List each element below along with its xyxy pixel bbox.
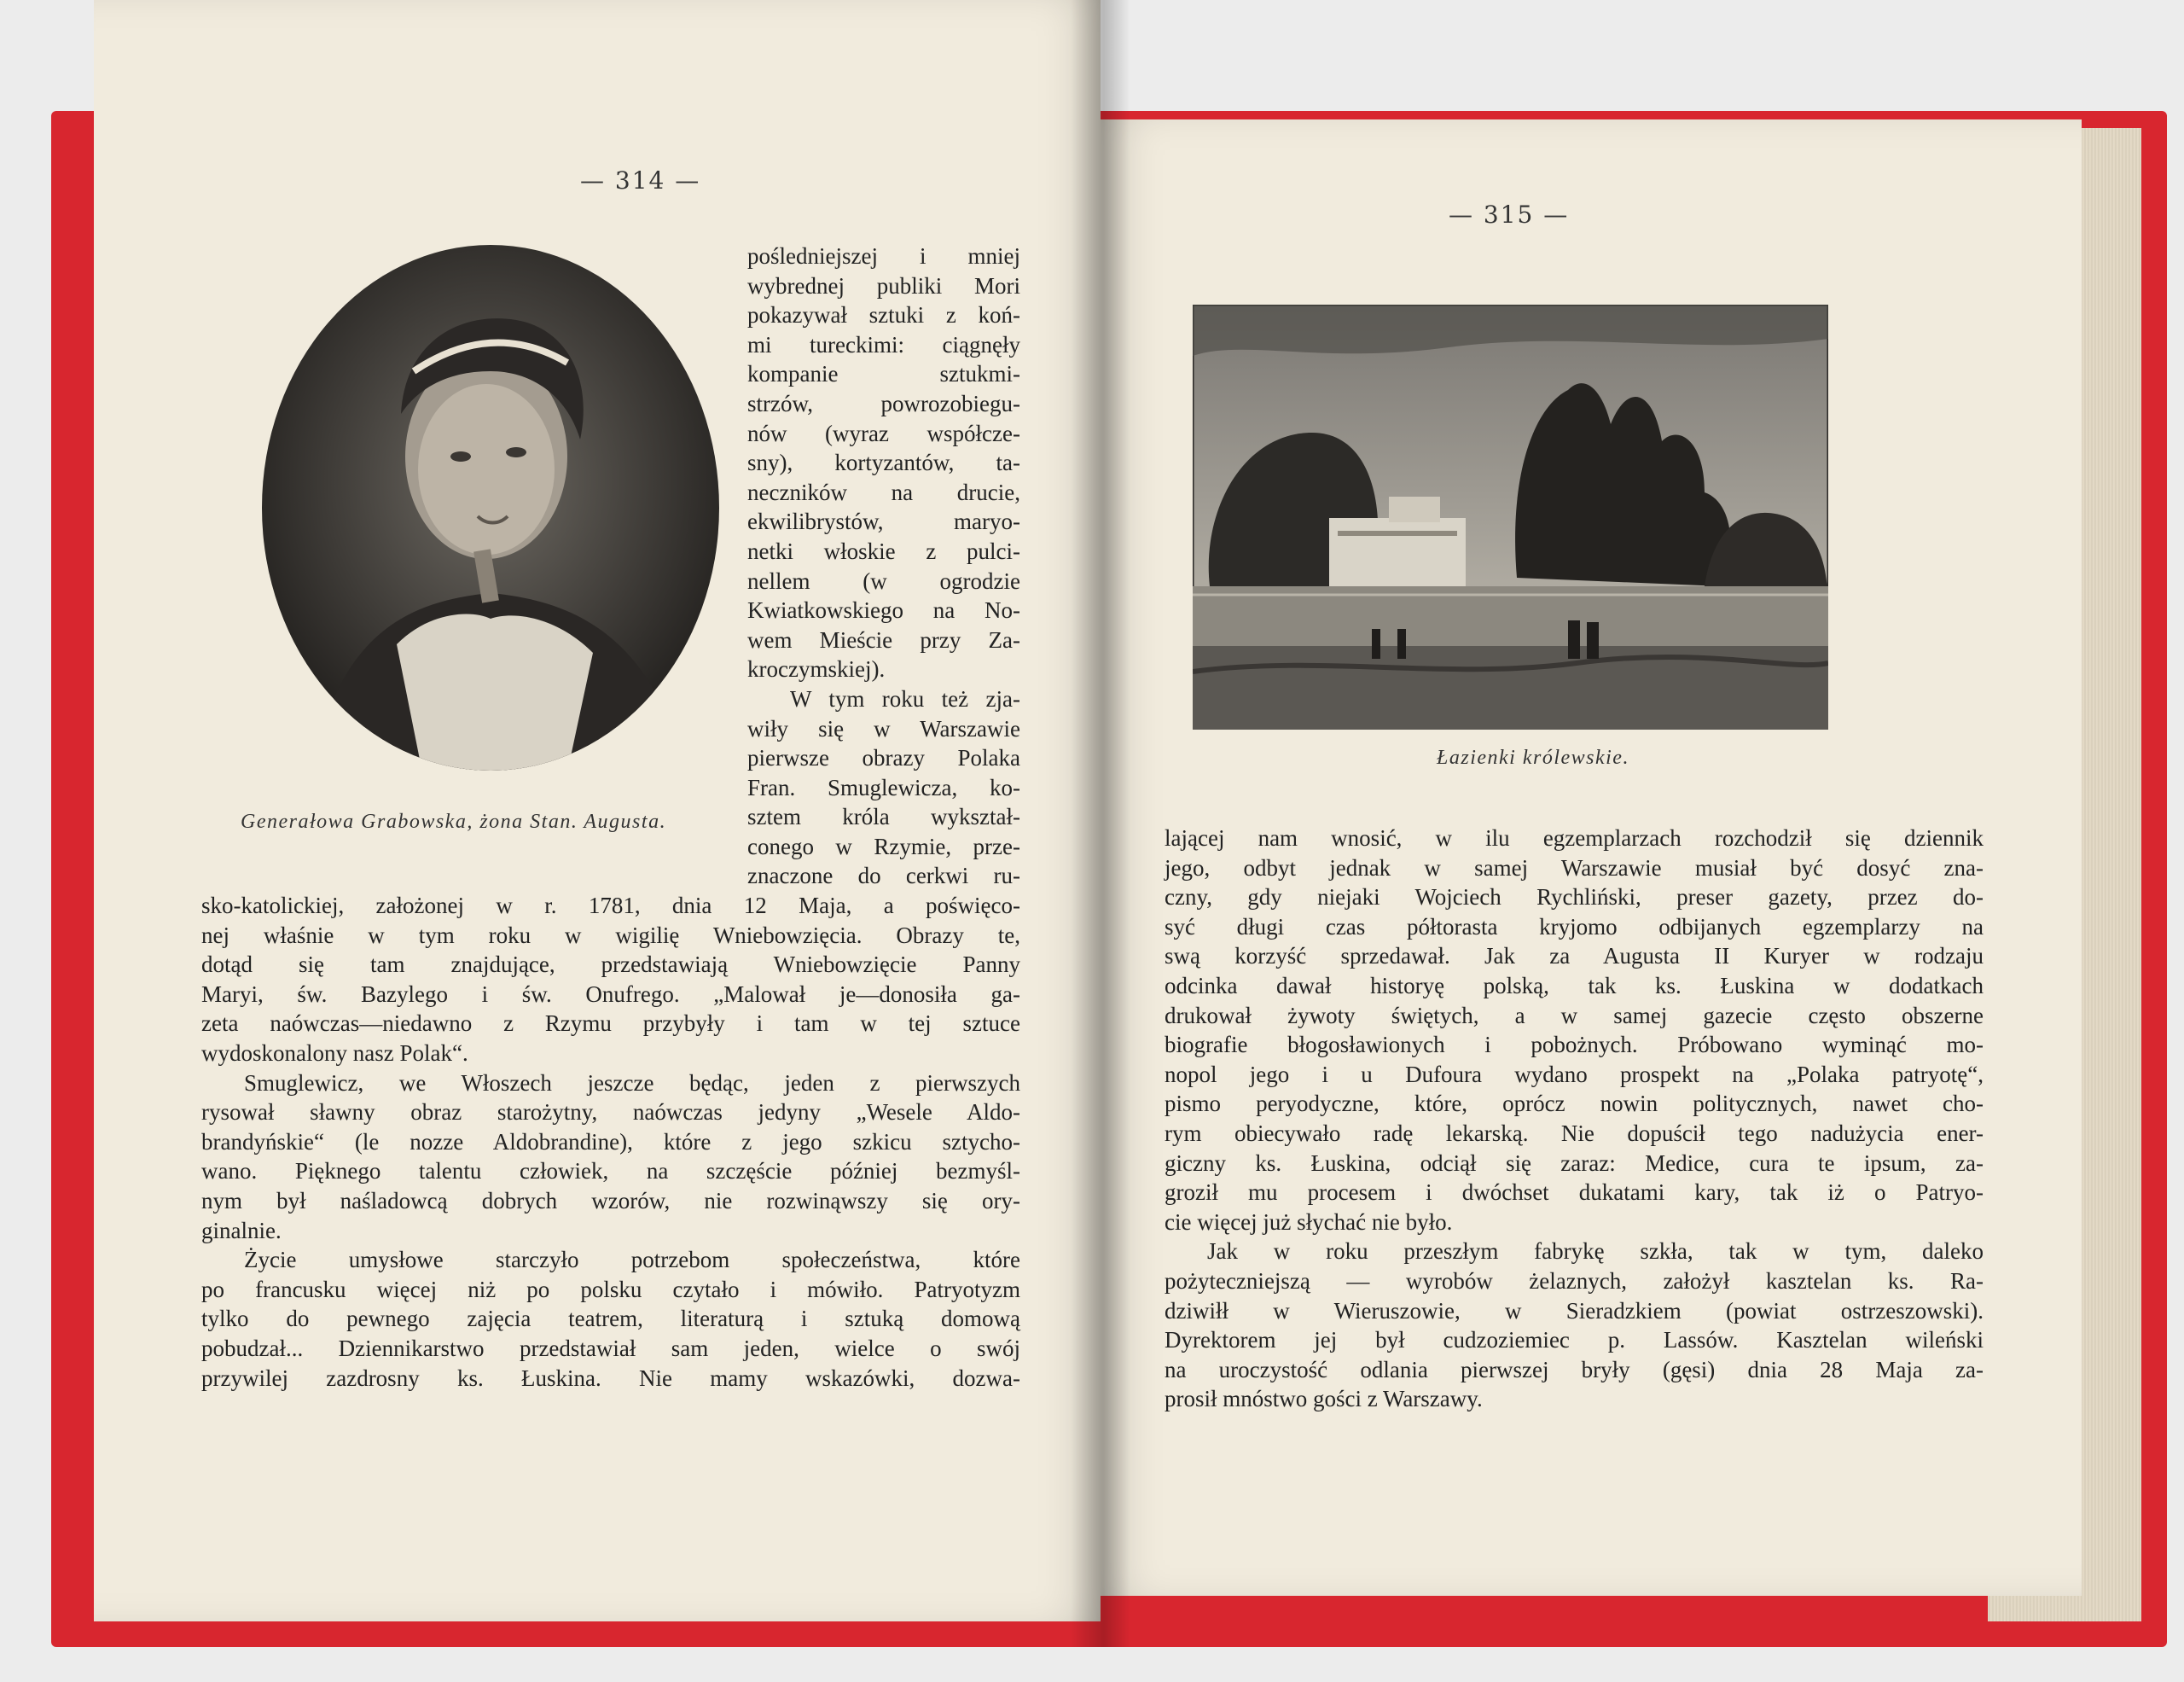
text-line: wydoskonalony nasz Polak“. [201, 1039, 468, 1066]
text-line: mi tureckimi: ciągnęły [747, 331, 1020, 358]
text-line: czny, gdy niejaki Wojciech Rychliński, preser gazety, przez do- [1165, 884, 1984, 911]
text-line: Smuglewicz, we Włoszech jeszcze będąc, jeden z pierwszych [244, 1069, 1020, 1096]
text-line: Dyrektorem jej był cudzoziemiec p. Lassów. Kasztelan wileński [1165, 1327, 1984, 1353]
text-line: wem Mieście przy Za- [747, 626, 1020, 653]
text-line: groził mu procesem i dwóchset dukatami kary, tak iż o Patryo- [1165, 1179, 1984, 1206]
text-line: nopol jego i u Dufoura wydano prospekt na „Polaka patryotę“, [1165, 1061, 1984, 1087]
text-line: przywilej zazdrosny ks. Łuskina. Nie mamy wskazówki, dozwa- [201, 1365, 1020, 1391]
text-line: wiły się w Warszawie [747, 715, 1020, 742]
text-line: sko-katolickiej, założonej w r. 1781, dnia 12 Maja, a poświęco- [201, 893, 1020, 918]
figure-caption: Łazienki królewskie. [1437, 747, 1629, 769]
text-line: neczników na drucie, [747, 479, 1020, 505]
page-number: — 314 — [580, 166, 701, 195]
text-line: Jak w roku przeszłym fabrykę szkła, tak w tym, daleko [1207, 1238, 1984, 1265]
text-line: wano. Pięknego talentu człowiek, na szczęście później bezmyśl- [201, 1158, 1020, 1184]
text-line: brandyńskie“ (le nozze Aldobrandine), które z jego szkicu sztycho- [201, 1128, 1020, 1155]
text-line: netki włoskie z pulci- [747, 538, 1020, 564]
text-line: drukował żywoty świętych, a w samej gazecie często obszerne [1165, 1002, 1984, 1028]
text-line: sztem króla wykształ- [747, 804, 1020, 830]
text-line: Życie umysłowe starczyło potrzebom społeczeństwa, które [244, 1247, 1020, 1273]
text-line: dziwiłł w Wieruszowie, w Sieradzkiem (powiat ostrzeszowski). [1165, 1297, 1984, 1324]
text-line: syć długi czas półtorasta kryjomo odbijanych egzemplarzy na [1165, 913, 1984, 940]
text-line: Fran. Smuglewicza, ko- [747, 774, 1020, 800]
text-line: sny), kortyzantów, ta- [747, 450, 1020, 476]
text-line: znaczone do cerkwi ru- [747, 863, 1020, 889]
text-line: tylko do pewnego zajęcia teatrem, literaturą i sztuką domową [201, 1306, 1020, 1332]
text-line: nym był naśladowcą dobrych wzorów, nie rozwinąwszy się ory- [201, 1187, 1020, 1213]
text-line: Kwiatkowskiego na No- [747, 597, 1020, 624]
text-line: pismo peryodyczne, które, oprócz nowin politycznych, nawet cho- [1165, 1091, 1984, 1117]
text-line: dotąd się tam znajdujące, przedstawiają Wniebowzięcie Panny [201, 952, 1020, 978]
text-line: nellem (w ogrodzie [747, 567, 1020, 594]
text-line: pokazywał sztuki z koń- [747, 302, 1020, 329]
text-line: kroczymskiej). [747, 656, 886, 683]
text-line: zeta naówczas—niedawno z Rzymu przybyły i tam w tej sztuce [201, 1010, 1020, 1037]
text-line: rysował sławny obraz starożytny, naówczas jedyny „Wesele Aldo- [201, 1099, 1020, 1126]
text-line: po francusku więcej niż po polsku czytało i mówiło. Patryotyzm [201, 1276, 1020, 1302]
text-line: swą korzyść sprzedawał. Jak za Augusta II Kuryer w rodzaju [1165, 943, 1984, 969]
text-line: pośledniejszej i mniej [747, 243, 1020, 269]
text-line: pierwsze obrazy Polaka [747, 745, 1020, 771]
text-line: jego, odbyt jednak w samej Warszawie musiał być dosyć zna- [1165, 854, 1984, 881]
text-line: conego w Rzymie, prze- [747, 833, 1020, 859]
text-line: giczny ks. Łuskina, odciął się zaraz: Medice, cura te ipsum, za- [1165, 1149, 1984, 1176]
text-line: wybrednej publiki Mori [747, 272, 1020, 299]
text-line: Maryi, św. Bazylego i św. Onufrego. „Malował je—donosiła ga- [201, 981, 1020, 1007]
text-line: lającej nam wnosić, w ilu egzemplarzach rozchodził się dziennik [1165, 825, 1984, 851]
text-line: ekwilibrystów, maryo- [747, 509, 1020, 535]
text-line: odcinka dawał historyę polską, tak ks. Łuskina w dodatkach [1165, 972, 1984, 998]
text-line: rym obiecywało radę lekarską. Nie dopuścił tego nadużycia ener- [1165, 1120, 1984, 1146]
text-line: nej właśnie w tym roku w wigilię Wniebowzięcia. Obrazy te, [201, 922, 1020, 948]
text-line: pobudzał... Dziennikarstwo przedstawiał sam jeden, wielce o swój [201, 1335, 1020, 1361]
text-line: cie więcej już słychać nie było. [1165, 1208, 1453, 1235]
text-line: kompanie sztukmi- [747, 361, 1020, 387]
book-spine-gutter [1071, 0, 1130, 1647]
left-column-text [747, 242, 1020, 891]
text-line: pożyteczniejszą — wyrobów żelaznych, założył kasztelan ks. Ra- [1165, 1267, 1984, 1294]
portrait-illustration [260, 243, 721, 772]
text-line: na uroczystość odlania pierwszej bryły (gęsi) dnia 28 Maja za- [1165, 1356, 1984, 1382]
text-line: ginalnie. [201, 1217, 282, 1243]
text-line: nów (wyraz współcze- [747, 420, 1020, 446]
left-body-text [201, 891, 1020, 1393]
text-line: strzów, powrozobiegu- [747, 390, 1020, 416]
page-number: — 315 — [1449, 201, 1570, 229]
text-line: prosił mnóstwo gości z Warszawy. [1165, 1386, 1483, 1412]
right-body-text [1165, 824, 1984, 1414]
text-line: W tym roku też zja- [790, 685, 1020, 712]
engraving-illustration [1193, 305, 1828, 730]
text-line: biografie błogosławionych i pobożnych. Próbowano wyminąć mo- [1165, 1032, 1984, 1058]
figure-caption: Generałowa Grabowska, żona Stan. Augusta. [241, 811, 667, 833]
